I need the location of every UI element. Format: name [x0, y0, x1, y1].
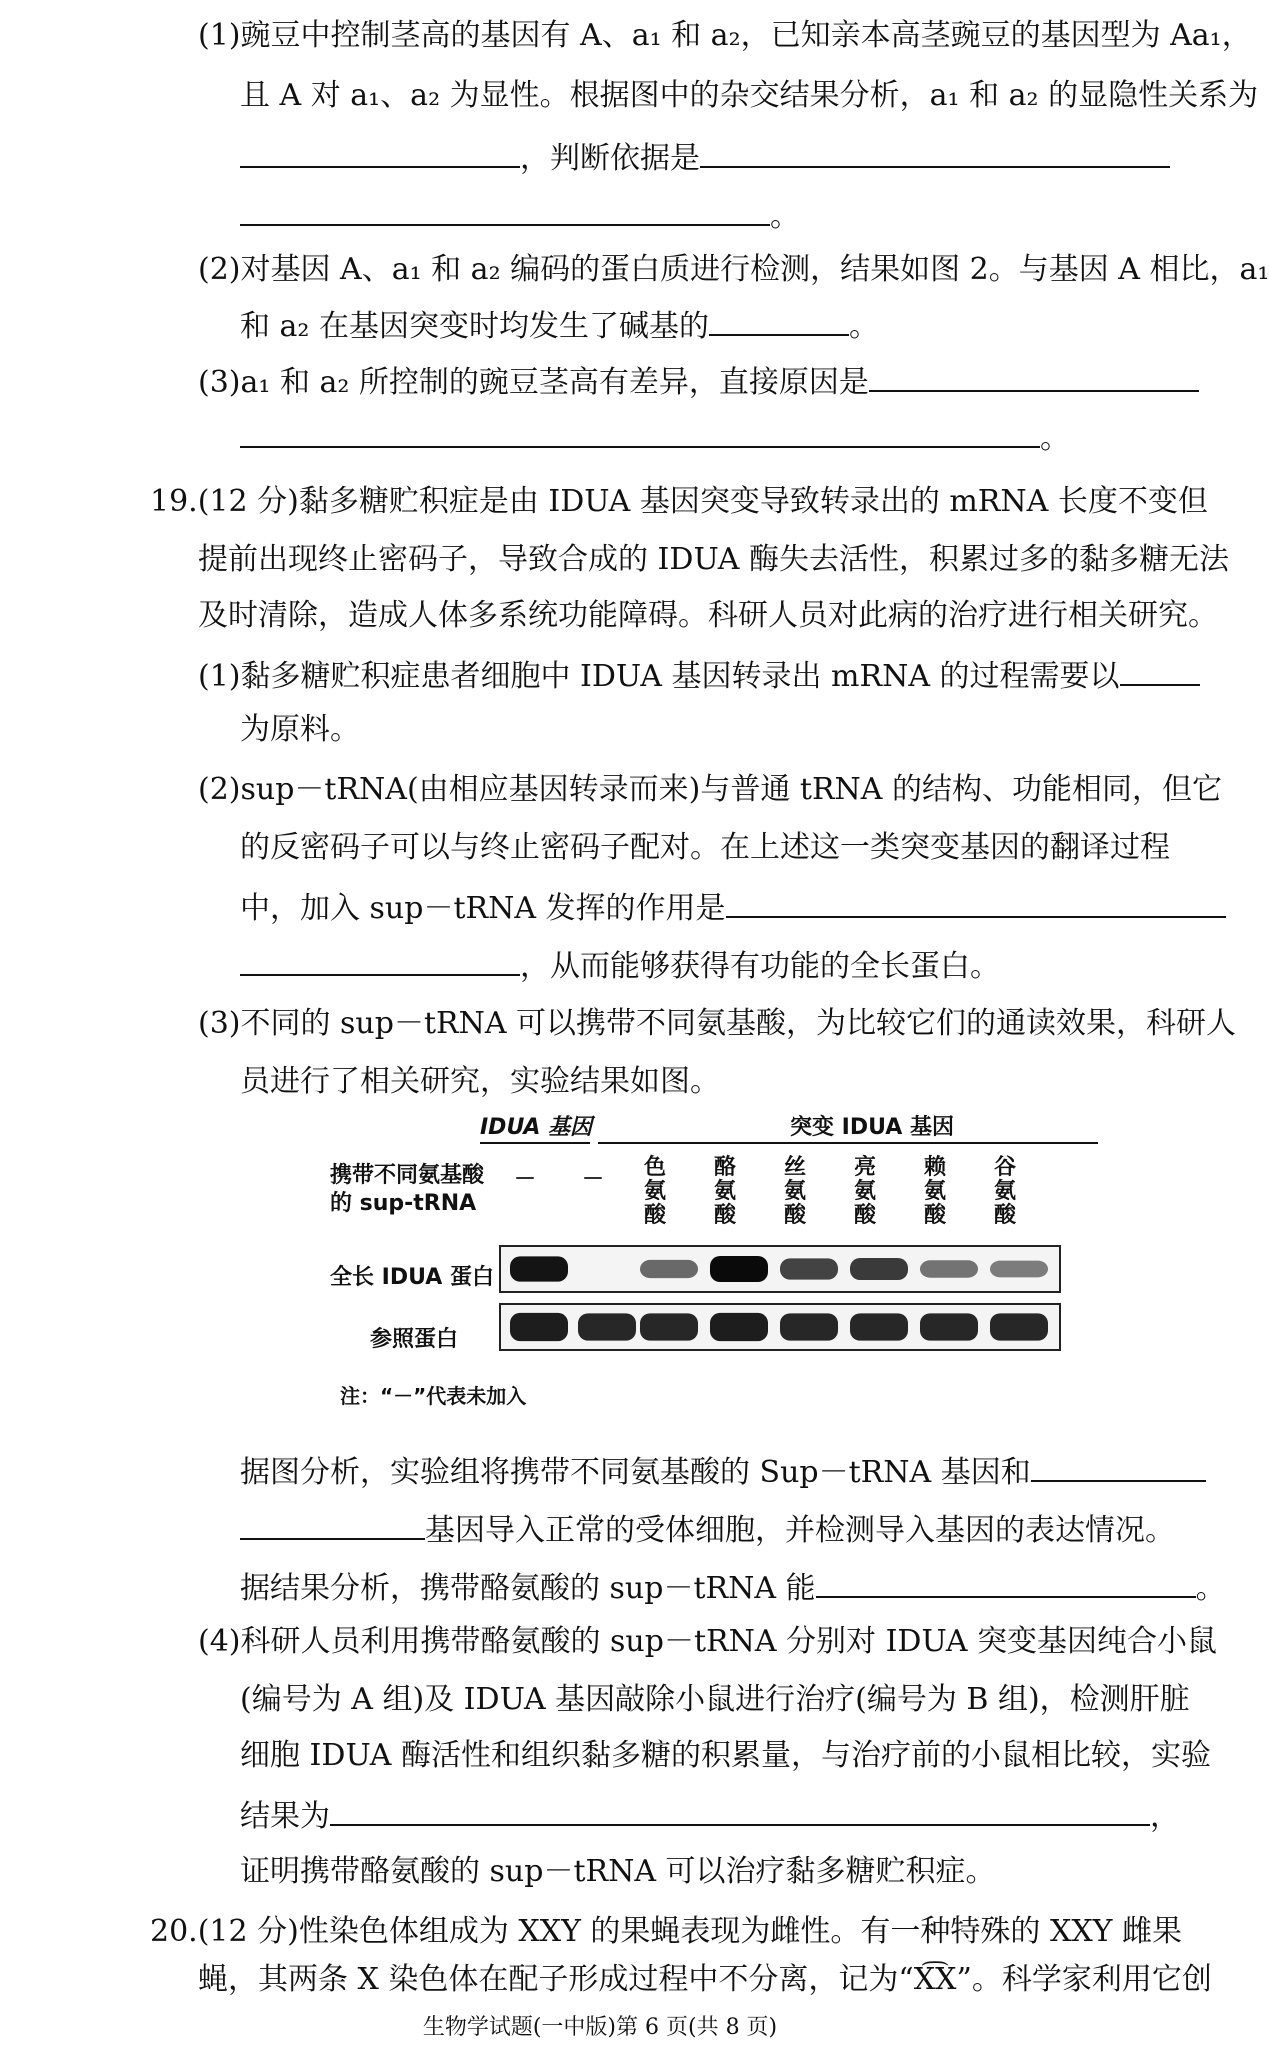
full-length-band-6	[850, 1258, 908, 1280]
lane-label-6: 亮氨酸	[853, 1155, 876, 1228]
q19-p4-line3: 细胞 IDUA 酶活性和组织黏多糖的积累量，与治疗前的小鼠相比较，实验	[240, 1738, 1212, 1773]
q19-p3-analysis-line3-end: 。	[1195, 1571, 1226, 1606]
reference-band-3	[640, 1313, 698, 1340]
reference-band-8	[990, 1313, 1048, 1340]
q18-p3-line2	[240, 416, 1070, 459]
q20-line1: 20.(12 分)性染色体组成为 XXY 的果蝇表现为雌性。有一种特殊的 XXY 雌果	[150, 1914, 1183, 1949]
header-divider-left	[480, 1142, 590, 1144]
q19-p3-analysis-line1	[240, 1450, 1206, 1493]
header-divider-right	[598, 1142, 1098, 1144]
full-length-band-4	[710, 1256, 768, 1282]
q20-line2: 蝇，其两条 X 染色体在配子形成过程中不分离，记为“X͡X”。科学家利用它创	[198, 1962, 1212, 1997]
q19-p4-line4-text: 结果为	[240, 1799, 330, 1834]
answer-blank[interactable]	[709, 304, 849, 336]
q18-p1-line4	[240, 194, 800, 237]
reference-band-2	[578, 1313, 636, 1340]
q19-p4-line4-end: ，	[1150, 1799, 1180, 1834]
full-length-band-5	[780, 1258, 838, 1279]
q18-p3-line2-end: 。	[1040, 421, 1070, 456]
q19-p2-line3-text: 中，加入 sup－tRNA 发挥的作用是	[240, 891, 726, 926]
full-length-band-3	[640, 1260, 698, 1278]
answer-blank[interactable]	[816, 1566, 1196, 1598]
lane-label-5: 丝氨酸	[783, 1155, 806, 1228]
q19-p2-line2: 的反密码子可以与终止密码子配对。在上述这一类突变基因的翻译过程	[240, 830, 1170, 865]
q19-p3-analysis-line3	[240, 1566, 1226, 1609]
answer-blank[interactable]	[1031, 1450, 1206, 1482]
answer-blank[interactable]	[700, 136, 1170, 168]
q19-p2-line1: (2)sup－tRNA(由相应基因转录而来)与普通 tRNA 的结构、功能相同，但它	[198, 772, 1223, 807]
blot-image	[500, 1246, 1100, 1356]
q19-p1-line1	[198, 654, 1200, 697]
q18-p1-line1: (1)豌豆中控制茎高的基因有 A、a₁ 和 a₂，已知亲本高茎豌豆的基因型为 Aa₁，	[198, 18, 1252, 53]
q19-p3-analysis-line2	[240, 1508, 1175, 1551]
reference-band-5	[780, 1313, 838, 1340]
answer-blank[interactable]	[240, 1508, 425, 1540]
q18-p1-line3-text: ，判断依据是	[520, 141, 700, 176]
q18-p2-line2	[240, 304, 879, 347]
q18-p2-line1: (2)对基因 A、a₁ 和 a₂ 编码的蛋白质进行检测，结果如图 2。与基因 A 相比，a₁	[198, 252, 1269, 287]
answer-blank[interactable]	[726, 886, 1226, 918]
reference-band-6	[850, 1313, 908, 1340]
answer-blank[interactable]	[1120, 654, 1200, 686]
q19-p1-line1-text: (1)黏多糖贮积症患者细胞中 IDUA 基因转录出 mRNA 的过程需要以	[198, 659, 1120, 694]
q19-header-line2: 提前出现终止密码子，导致合成的 IDUA 酶失去活性，积累过多的黏多糖无法	[198, 542, 1229, 577]
q19-p3-line1: (3)不同的 sup－tRNA 可以携带不同氨基酸，为比较它们的通读效果，科研人	[198, 1006, 1237, 1041]
reference-band-1	[510, 1313, 568, 1341]
q19-header-line1: 19.(12 分)黏多糖贮积症是由 IDUA 基因突变导致转录出的 mRNA 长度不变但	[150, 484, 1208, 519]
western-blot-figure	[330, 1110, 1120, 1410]
q19-p3-analysis-line2-text: 基因导入正常的受体细胞，并检测导入基因的表达情况。	[425, 1513, 1175, 1548]
q19-p4-line4	[240, 1794, 1180, 1837]
q18-p3-line1	[198, 360, 1199, 403]
q18-p2-line2-end: 。	[848, 309, 879, 344]
q19-p1-line2: 为原料。	[240, 712, 360, 747]
q18-p1-line2: 且 A 对 a₁、a₂ 为显性。根据图中的杂交结果分析，a₁ 和 a₂ 的显隐性关系为	[240, 78, 1259, 113]
answer-blank[interactable]	[869, 360, 1199, 392]
full-length-band-1	[510, 1256, 568, 1281]
q19-p4-line1: (4)科研人员利用携带酪氨酸的 sup－tRNA 分别对 IDUA 突变基因纯合小鼠	[198, 1624, 1218, 1659]
answer-blank[interactable]	[240, 194, 770, 226]
reference-band-4	[710, 1313, 768, 1341]
reference-band-7	[920, 1313, 978, 1340]
answer-blank[interactable]	[330, 1794, 1150, 1826]
header-mutant-idua-gene: 突变 IDUA 基因	[790, 1115, 954, 1140]
answer-blank[interactable]	[240, 416, 1040, 448]
row-label-full-length: 全长 IDUA 蛋白	[330, 1265, 494, 1290]
full-length-band-7	[920, 1260, 978, 1277]
q19-header-line3: 及时清除，造成人体多系统功能障碍。科研人员对此病的治疗进行相关研究。	[198, 598, 1218, 633]
q19-p4-line5: 证明携带酪氨酸的 sup－tRNA 可以治疗黏多糖贮积症。	[240, 1854, 996, 1889]
lane-label-7: 赖氨酸	[923, 1155, 946, 1228]
lane-label-3: 色氨酸	[643, 1155, 666, 1228]
page-footer: 生物学试题(一中版)第 6 页(共 8 页)	[422, 2015, 778, 2040]
q19-p2-line3	[240, 886, 1226, 929]
figure-note: 注：“－”代表未加入	[340, 1384, 527, 1408]
q18-p1-line3	[240, 136, 1170, 179]
row-label-reference: 参照蛋白	[370, 1327, 459, 1352]
q19-p4-line2: (编号为 A 组)及 IDUA 基因敲除小鼠进行治疗(编号为 B 组)，检测肝脏	[240, 1682, 1190, 1717]
answer-blank[interactable]	[240, 136, 520, 168]
full-length-band-8	[990, 1261, 1048, 1278]
lane-label-2: －	[581, 1167, 604, 1192]
q19-p3-line2: 员进行了相关研究，实验结果如图。	[240, 1064, 720, 1099]
q19-p2-line4	[240, 944, 1000, 987]
q19-p3-analysis-line3-text: 据结果分析，携带酪氨酸的 sup－tRNA 能	[240, 1571, 816, 1606]
lane-label-1: －	[513, 1167, 536, 1192]
lane-label-4: 酪氨酸	[713, 1155, 736, 1228]
q18-p3-line1-text: (3)a₁ 和 a₂ 所控制的豌豆茎高有差异，直接原因是	[198, 365, 869, 400]
q19-p3-analysis-line1-text: 据图分析，实验组将携带不同氨基酸的 Sup－tRNA 基因和	[240, 1455, 1031, 1490]
row-label-sup-trna-a: 携带不同氨基酸	[330, 1163, 485, 1188]
q18-p2-line2-text: 和 a₂ 在基因突变时均发生了碱基的	[240, 309, 709, 344]
lane-label-8: 谷氨酸	[993, 1155, 1016, 1228]
answer-blank[interactable]	[240, 944, 520, 976]
header-idua-gene: IDUA 基因	[480, 1115, 593, 1140]
q19-p2-line4-text: ，从而能够获得有功能的全长蛋白。	[520, 949, 1000, 984]
row-label-sup-trna-b: 的 sup-tRNA	[330, 1191, 477, 1216]
q18-p1-line4-end: 。	[770, 199, 800, 234]
